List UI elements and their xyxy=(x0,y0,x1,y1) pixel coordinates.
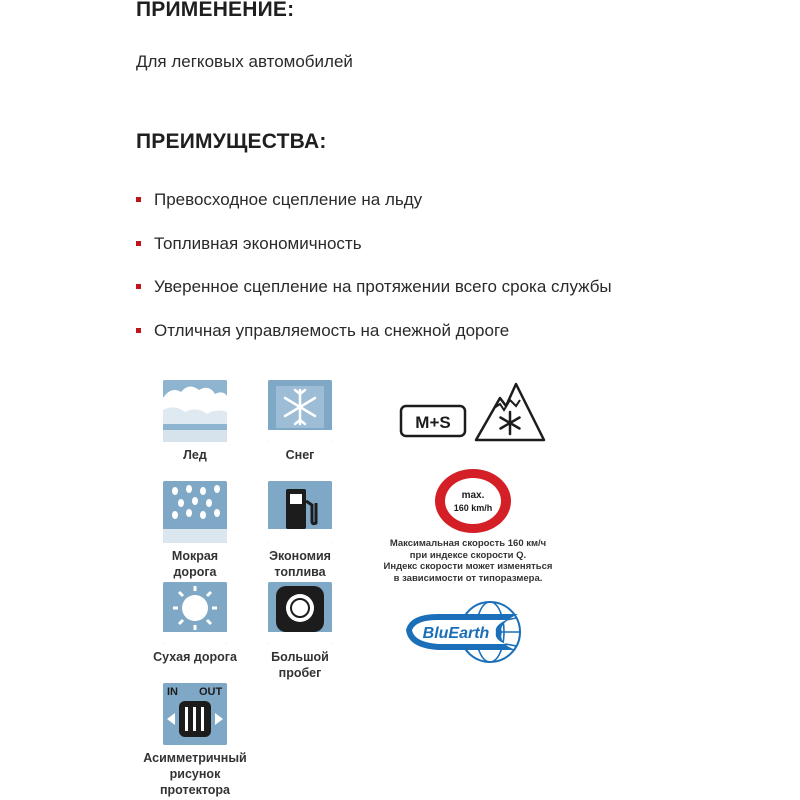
ice-label: Лед xyxy=(183,448,207,462)
tread-out-label: OUT xyxy=(199,686,223,698)
fuel-label: Экономия топлива xyxy=(269,549,331,579)
ms-text: M+S xyxy=(415,413,451,432)
snow-icon xyxy=(268,380,332,442)
wet-road-label: Мокрая дорога xyxy=(171,549,219,579)
ms-badge xyxy=(399,402,469,440)
snow-label: Снег xyxy=(285,448,315,462)
list-item: Превосходное сцепление на льду xyxy=(136,188,612,232)
asymmetric-label: Асимметричный рисунок протектора xyxy=(143,751,247,797)
speed-value-text: 160 km/h xyxy=(453,503,493,513)
list-item: Отличная управляемость на снежной дороге xyxy=(136,319,612,363)
sun-icon xyxy=(163,582,227,644)
brand-text: BluEarth xyxy=(422,625,490,642)
speed-note: Максимальная скорость 160 км/ч при индексе скорости Q. Индекс скорости может изменяться в зависимости от типоразмера. xyxy=(383,538,553,584)
tire-icon xyxy=(268,582,332,644)
mileage-label: Большой пробег xyxy=(271,650,329,680)
application-text: Для легковых автомобилей xyxy=(136,52,353,71)
application-heading: ПРИМЕНЕНИЕ: xyxy=(136,0,295,21)
advantages-list xyxy=(136,188,612,362)
list-item: Уверенное сцепление на протяжении всего срока службы xyxy=(136,275,612,319)
rain-icon xyxy=(163,481,227,543)
fuel-pump-icon xyxy=(268,481,332,543)
bullet-icon xyxy=(136,328,141,333)
asymmetric-tread-icon xyxy=(163,683,227,745)
bullet-icon xyxy=(136,241,141,246)
tread-in-label: IN xyxy=(167,686,178,698)
bullet-icon xyxy=(136,197,141,202)
speed-max-text: max. xyxy=(461,490,485,501)
dry-road-label: Сухая дорога xyxy=(153,650,237,664)
speed-limit-icon xyxy=(431,466,515,536)
ice-icon xyxy=(163,380,227,442)
list-item: Топливная экономичность xyxy=(136,232,612,276)
advantages-heading: ПРЕИМУЩЕСТВА: xyxy=(136,130,327,153)
mountain-snowflake-icon xyxy=(472,378,548,444)
bullet-icon xyxy=(136,284,141,289)
bluearth-logo xyxy=(398,598,538,666)
